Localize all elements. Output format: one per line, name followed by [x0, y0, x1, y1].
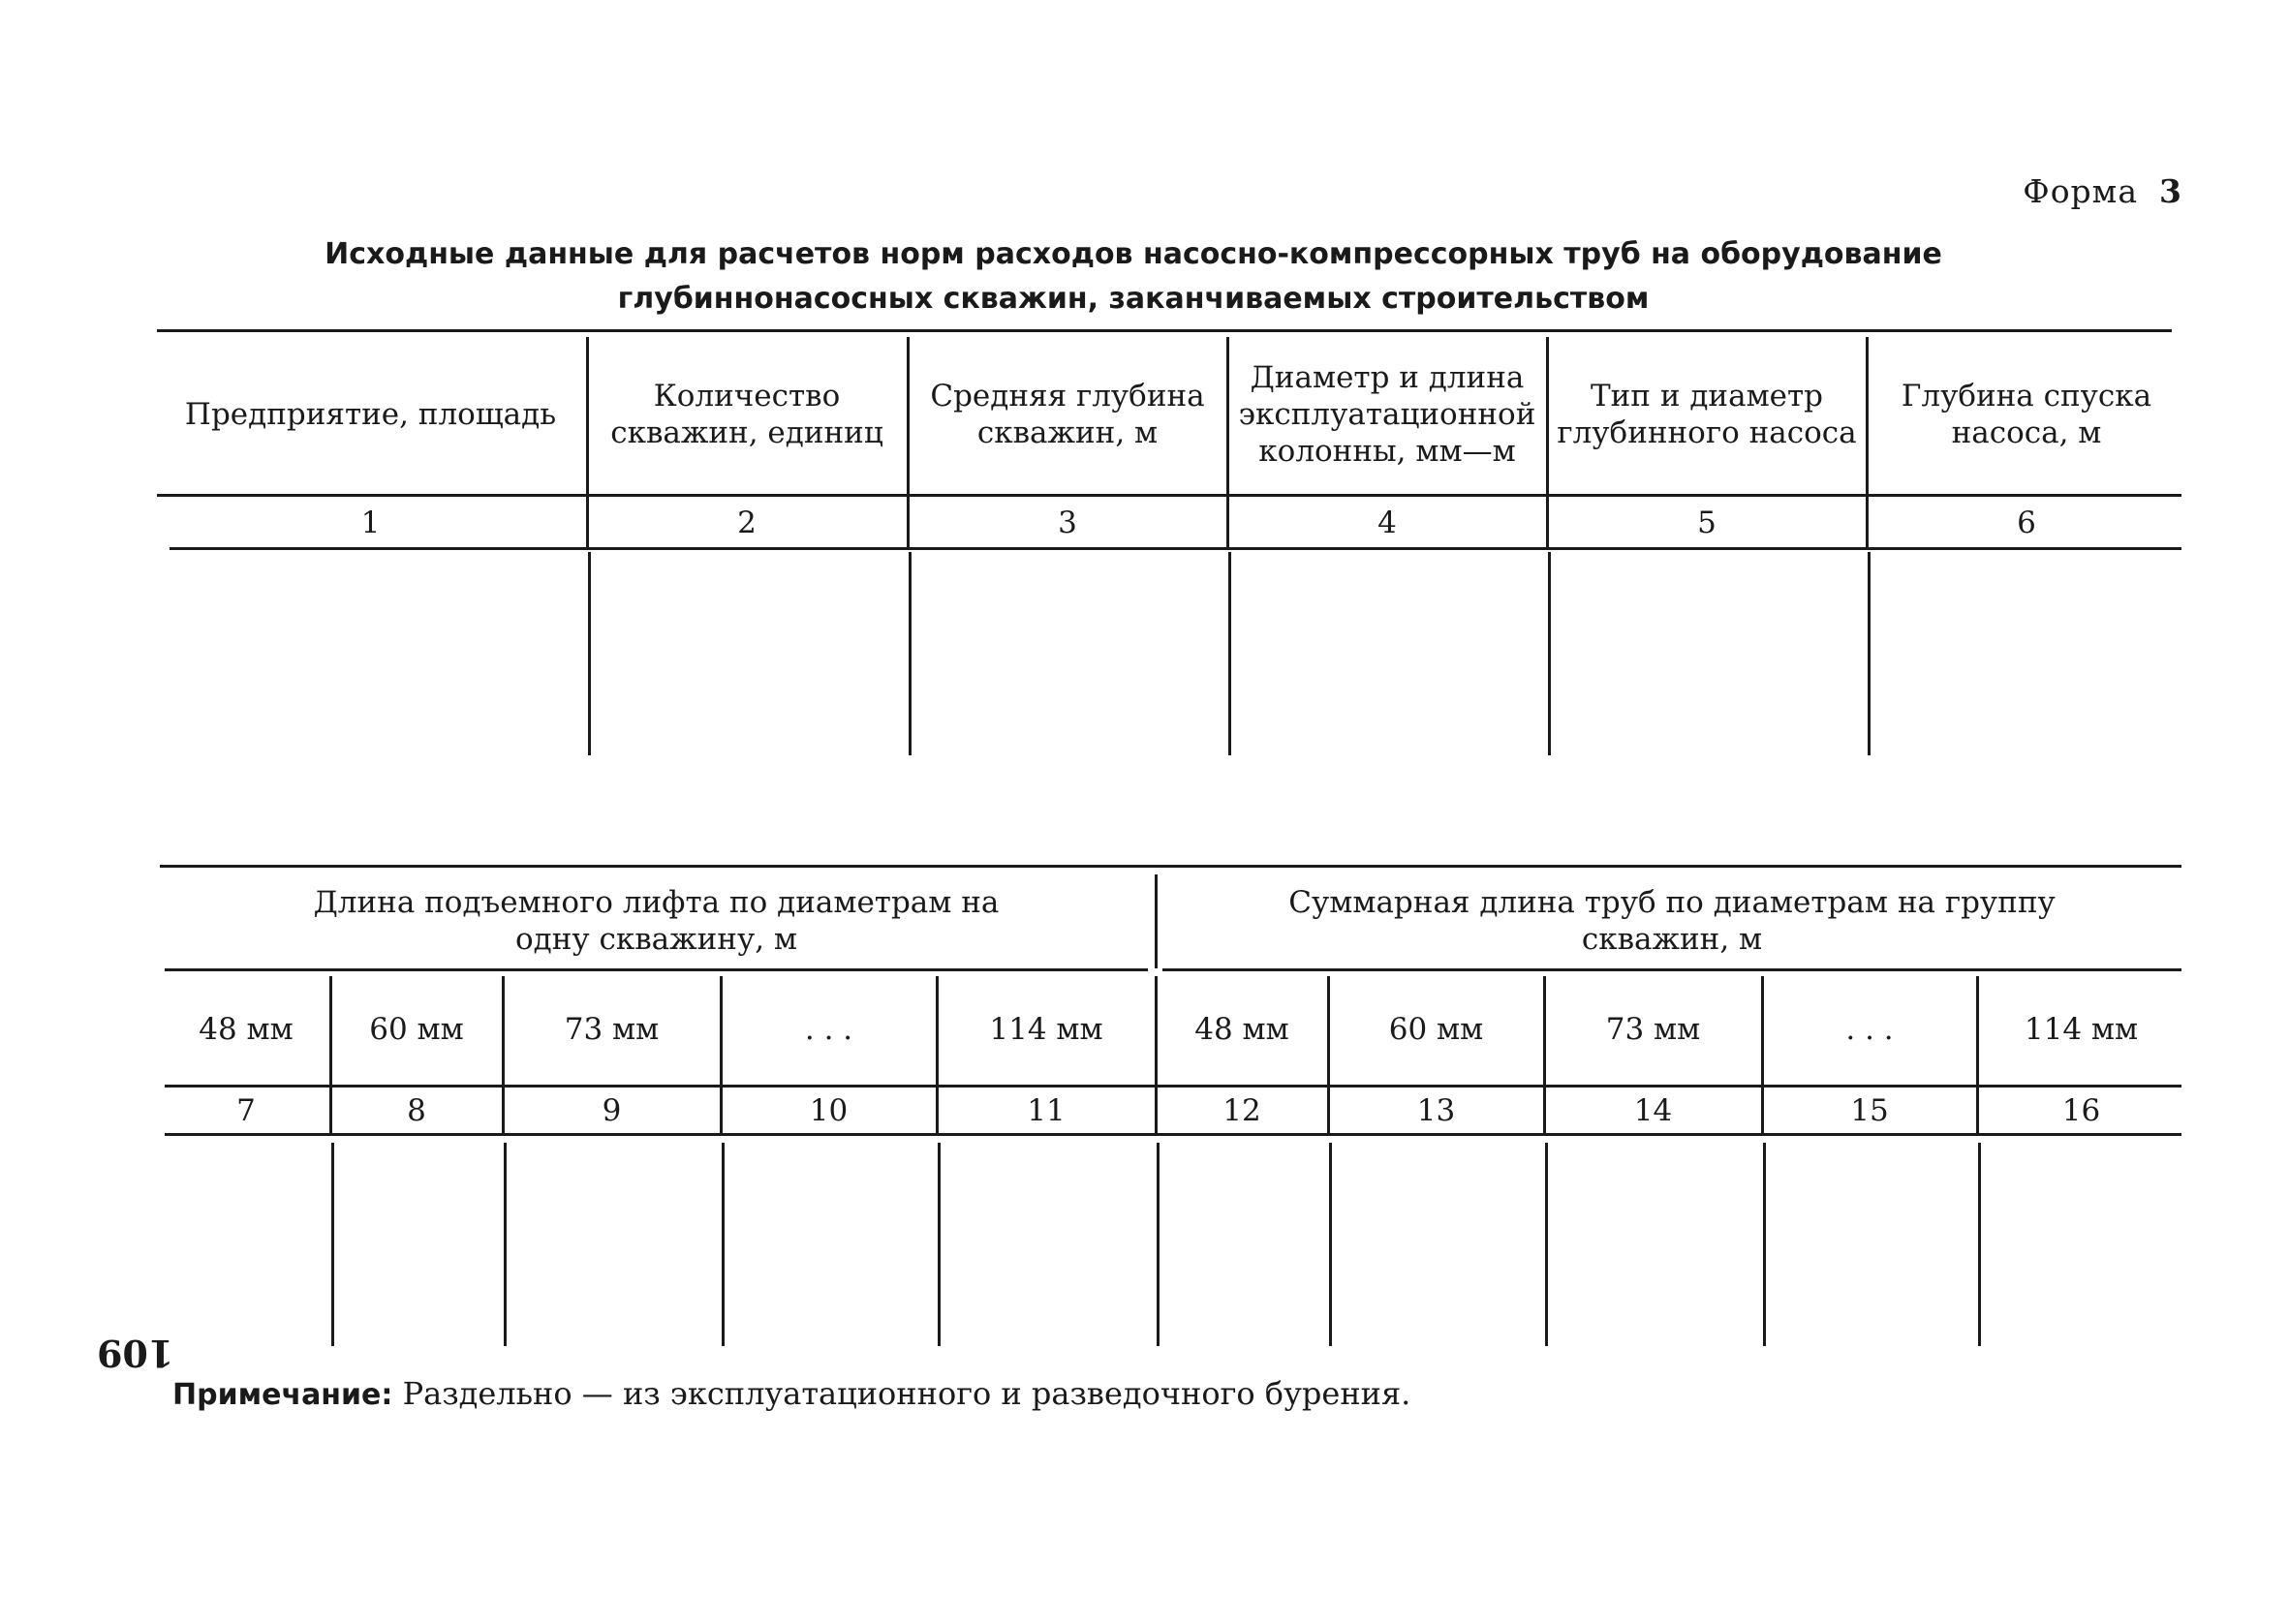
- table-1-divider: [909, 552, 912, 755]
- table-2-divider: [1761, 976, 1764, 1133]
- t2-column-number: 9: [602, 1092, 622, 1128]
- table-2-divider: [502, 976, 505, 1133]
- table-1-header-rule: [157, 494, 2181, 497]
- t2-header-60mm-total: 60 мм: [1388, 1011, 1484, 1047]
- table-2-divider: [1543, 976, 1546, 1133]
- table-2-divider: [1329, 1143, 1332, 1346]
- t1-column-number: 5: [1697, 506, 1717, 540]
- table-2-divider: [1976, 976, 1979, 1133]
- table-1-divider: [586, 496, 589, 547]
- t2-header-73mm: 73 мм: [564, 1011, 660, 1047]
- t2-header-60mm: 60 мм: [369, 1011, 464, 1047]
- table-1-divider: [907, 337, 910, 494]
- t2-header-ellipsis: . . .: [804, 1011, 853, 1047]
- table-1-divider: [1866, 496, 1869, 547]
- t2-column-number: 15: [1850, 1092, 1889, 1128]
- t1-column-number: 3: [1058, 506, 1077, 540]
- t2-column-number: 16: [2061, 1092, 2101, 1128]
- t2-column-number: 10: [809, 1092, 849, 1128]
- table-1-divider: [1228, 552, 1231, 755]
- t2-header-ellipsis-total: . . .: [1845, 1011, 1894, 1047]
- footnote: [172, 1375, 1410, 1412]
- table-1-divider: [1866, 337, 1869, 494]
- table-1-divider: [1548, 552, 1551, 755]
- t2-header-73mm-total: 73 мм: [1605, 1011, 1701, 1047]
- t2-group-total-length-text: Суммарная длина труб по диаметрам на группу скважин, м: [1288, 884, 2056, 957]
- footnote-label: Примечание:: [172, 1378, 393, 1412]
- table-1-divider: [1546, 496, 1549, 547]
- t1-column-number: 6: [2017, 506, 2036, 540]
- table-2-group-rule: [165, 968, 1148, 971]
- table-2-top-rule: [160, 865, 2181, 868]
- t2-group-lift-length-text: Длина подъемного лифта по диаметрам на одну скважину, м: [313, 884, 1000, 957]
- page-number: 109: [97, 1332, 174, 1375]
- t1-column-number: 1: [360, 506, 381, 540]
- table-2-group-rule: [1162, 968, 2181, 971]
- title-line-1: Исходные данные для расчетов норм расходов насосно-компрессорных труб на оборудование: [325, 237, 1942, 271]
- table-2-divider: [938, 1143, 941, 1346]
- t2-header-48mm: 48 мм: [199, 1011, 294, 1047]
- t2-column-number: 11: [1027, 1092, 1066, 1128]
- t2-column-number: 8: [407, 1092, 426, 1128]
- t2-column-number: 12: [1222, 1092, 1261, 1128]
- footnote-text: Раздельно — из эксплуатационного и разведочного бурения.: [402, 1375, 1411, 1412]
- table-2-divider: [1155, 976, 1158, 1133]
- t2-column-number: 7: [236, 1092, 256, 1128]
- form-label: [2023, 172, 2182, 210]
- t2-header-48mm-total: 48 мм: [1194, 1011, 1289, 1047]
- table-1-divider: [1226, 337, 1229, 494]
- t1-header-pump-depth: Глубина спуска насоса, м: [1901, 378, 2152, 450]
- document-title: [155, 232, 2112, 322]
- table-1-divider: [907, 496, 910, 547]
- table-1-divider: [588, 552, 591, 755]
- t1-header-enterprise: Предприятие, площадь: [184, 396, 557, 432]
- table-1-number-rule: [170, 547, 2181, 550]
- table-2-divider: [1327, 976, 1330, 1133]
- form-label-text: Форма: [2023, 172, 2139, 210]
- table-2-divider: [1157, 1143, 1160, 1346]
- table-1-divider: [1868, 552, 1871, 755]
- t1-header-well-count: Количество скважин, единиц: [610, 378, 883, 450]
- t1-header-pump-type: Тип и диаметр глубинного насоса: [1557, 378, 1857, 450]
- t1-header-avg-depth: Средняя глубина скважин, м: [930, 378, 1205, 450]
- table-2-divider: [1545, 1143, 1548, 1346]
- table-2-number-rule: [165, 1133, 2181, 1136]
- table-2-divider: [504, 1143, 507, 1346]
- table-1-divider: [586, 337, 589, 494]
- t1-header-casing: Диаметр и длина эксплуатационной колонны, мм—м: [1238, 359, 1536, 469]
- t1-column-number: 2: [737, 506, 757, 540]
- table-2-divider: [1978, 1143, 1981, 1346]
- table-2-divider: [720, 976, 723, 1133]
- table-1-top-rule: [157, 329, 2172, 332]
- table-1-divider: [1546, 337, 1549, 494]
- t2-header-114mm: 114 мм: [989, 1011, 1103, 1047]
- table-1-divider: [1226, 496, 1229, 547]
- t2-group-lift-length: [165, 874, 1148, 966]
- table-2-group-divider: [1155, 874, 1158, 968]
- t1-column-number: 4: [1377, 506, 1397, 540]
- form-number: 3: [2159, 172, 2182, 210]
- table-2-divider: [329, 976, 332, 1133]
- table-2-divider: [331, 1143, 334, 1346]
- t2-group-total-length: [1162, 874, 2181, 966]
- table-2-divider: [1763, 1143, 1766, 1346]
- t2-column-number: 14: [1633, 1092, 1673, 1128]
- table-2-divider: [722, 1143, 725, 1346]
- table-2-divider: [936, 976, 939, 1133]
- t2-header-114mm-total: 114 мм: [2024, 1011, 2139, 1047]
- title-line-2: глубиннонасосных скважин, заканчиваемых строительством: [617, 282, 1650, 316]
- t2-column-number: 13: [1416, 1092, 1456, 1128]
